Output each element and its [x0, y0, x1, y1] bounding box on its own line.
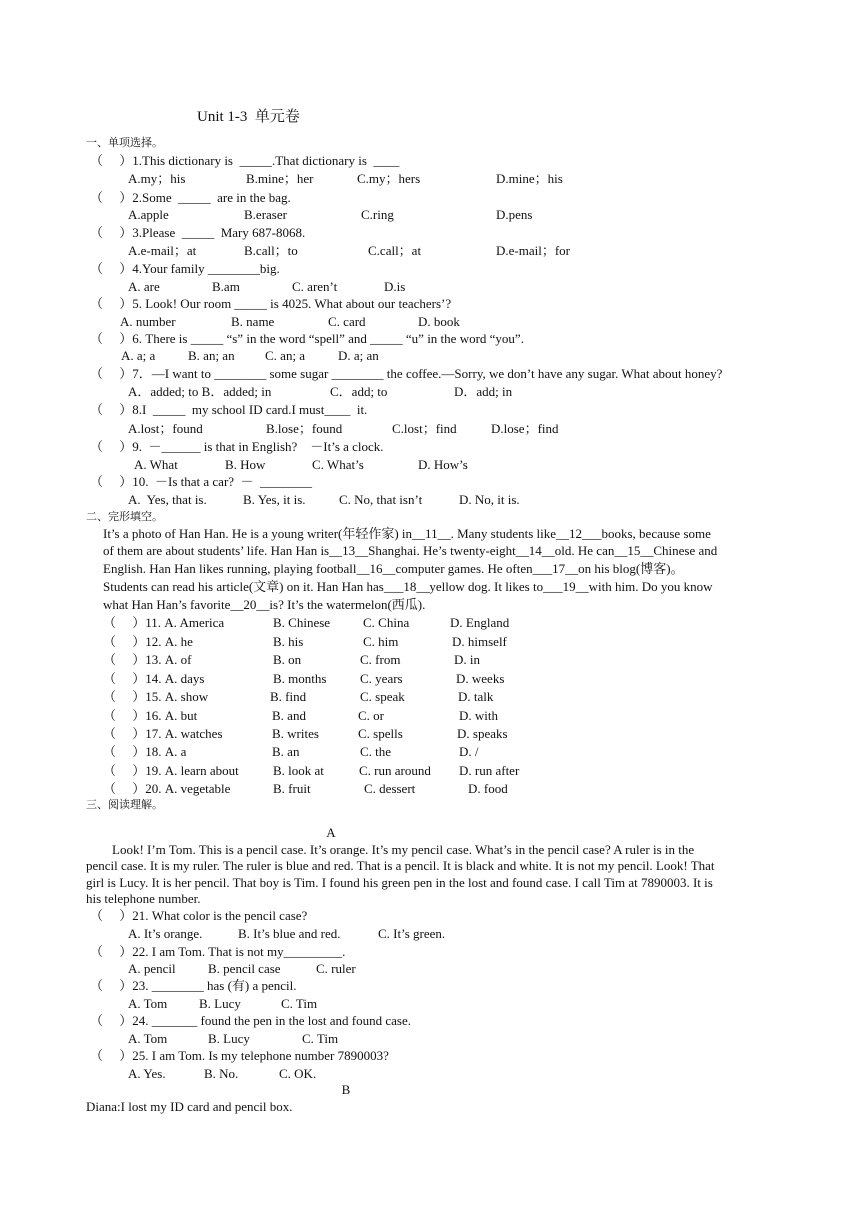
option: D.lose；find: [491, 421, 559, 436]
option: B. Yes, it is.: [243, 492, 306, 507]
option: A. Yes.: [128, 1066, 166, 1081]
option: C. Tim: [281, 996, 318, 1011]
option: B. months: [273, 671, 327, 686]
option: B. Lucy: [208, 1031, 250, 1046]
passage-line: pencil case. It is my ruler. The ruler is blue and red. That is a pencil. It is black and white. It is not my pencil. Look! That: [86, 858, 715, 873]
option: C. speak: [360, 689, 405, 704]
passage-line: girl is Lucy. It is her pencil. That boy is Tim. I found his green pen in the lost and found case. I call Tim at 7890003. It is: [86, 875, 713, 890]
option: A. are: [128, 279, 160, 294]
option: B. It’s blue and red.: [238, 926, 341, 941]
option: D.e-mail；for: [496, 243, 571, 258]
option: A. number: [120, 314, 176, 329]
option: D. /: [459, 744, 479, 759]
option: D. speaks: [457, 726, 508, 741]
option: C.call；at: [368, 243, 422, 258]
option: D. a; an: [338, 348, 379, 363]
question-stem: （ ）22. I am Tom. That is not my_________.: [90, 944, 346, 959]
option: B. an: [272, 744, 300, 759]
option: B. an; an: [188, 348, 235, 363]
option: C.my；hers: [357, 171, 421, 186]
passage-line: English. Han Han likes running, playing football__16__computer games. He often___17__on his blog(博客)。: [103, 561, 684, 576]
cloze-question: （ ）20. A. vegetable: [103, 781, 231, 796]
question-stem: （ ）7．—I want to ________ some sugar ________ the coffee.—Sorry, we don’t have any sugar. What about honey?: [90, 366, 723, 381]
option: C. aren’t: [292, 279, 338, 294]
option: C. him: [363, 634, 399, 649]
option: B.lose；found: [266, 421, 343, 436]
passage-line: what Han Han’s favorite__20__is? It’s the watermelon(西瓜).: [103, 597, 426, 612]
option: B.call；to: [244, 243, 298, 258]
option: D. himself: [452, 634, 507, 649]
option: D. No, it is.: [459, 492, 520, 507]
question-stem: （ ）24. _______ found the pen in the lost and found case.: [90, 1013, 411, 1028]
cloze-question: （ ）17. A. watches: [103, 726, 223, 741]
option: D. book: [418, 314, 460, 329]
page-title: Unit 1-3 单元卷: [197, 109, 300, 125]
cloze-question: （ ）18. A. a: [103, 744, 187, 759]
passage-line: It’s a photo of Han Han. He is a young writer(年轻作家) in__11__. Many students like__12___books, because some: [103, 526, 711, 541]
option: C. No, that isn’t: [339, 492, 423, 507]
option: A. Tom: [128, 1031, 168, 1046]
option: C．add; to: [330, 384, 388, 399]
question-stem: （ ）1.This dictionary is _____.That dictionary is ____: [90, 153, 400, 168]
passage-line: Diana:I lost my ID card and pencil box.: [86, 1099, 293, 1114]
question-stem: （ ）4.Your family ________big.: [90, 261, 280, 276]
option: A. Yes, that is.: [128, 492, 207, 507]
question-stem: （ ）23. ________ has (有) a pencil.: [90, 978, 297, 993]
option: D. weeks: [456, 671, 505, 686]
passage-line: his telephone number.: [86, 891, 201, 906]
option: B. writes: [272, 726, 319, 741]
option: D. talk: [458, 689, 494, 704]
option: B. How: [225, 457, 266, 472]
question-stem: （ ）5. Look! Our room _____ is 4025. What about our teachers’?: [90, 296, 452, 311]
option: B.am: [212, 279, 240, 294]
option: D. in: [454, 652, 480, 667]
option: B. Chinese: [273, 615, 331, 630]
section-heading: 二、完形填空。: [86, 511, 163, 523]
question-stem: （ ）25. I am Tom. Is my telephone number 7890003?: [90, 1048, 389, 1063]
cloze-question: （ ）13. A. of: [103, 652, 192, 667]
option: D. England: [450, 615, 510, 630]
question-stem: （ ）9. －______ is that in English? －It’s a clock.: [90, 439, 384, 454]
option: D.pens: [496, 207, 533, 222]
option: C. card: [328, 314, 366, 329]
option: C.lost；find: [392, 421, 457, 436]
option: D．add; in: [454, 384, 513, 399]
option: A.my；his: [128, 171, 186, 186]
option: A.e-mail；at: [128, 243, 197, 258]
passage-line: Students can read his article(文章) on it. Han Han has___18__yellow dog. It likes to___19__with him. Do you know: [103, 579, 713, 594]
question-stem: （ ）10. －Is that a car? － ________: [90, 474, 313, 489]
option: B. his: [273, 634, 304, 649]
option: B. name: [231, 314, 275, 329]
option: B. find: [270, 689, 307, 704]
cloze-question: （ ）15. A. show: [103, 689, 209, 704]
cloze-question: （ ）11. A. America: [103, 615, 225, 630]
option: C. China: [363, 615, 410, 630]
question-stem: （ ）3.Please _____ Mary 687-8068.: [90, 225, 306, 240]
option: B. Lucy: [199, 996, 241, 1011]
option: A. pencil: [128, 961, 176, 976]
passage-heading: A: [326, 825, 336, 840]
passage-line: of them are about students’ life. Han Han is__13__Shanghai. He’s twenty-eight__14__old. He can__15__Chinese and: [103, 543, 718, 558]
option: C. It’s green.: [378, 926, 446, 941]
option: B. fruit: [273, 781, 311, 796]
option: C. Tim: [302, 1031, 339, 1046]
option: B. and: [272, 708, 306, 723]
option: D. with: [459, 708, 498, 723]
option: C. an; a: [265, 348, 306, 363]
question-stem: （ ）8.I _____ my school ID card.I must____ it.: [90, 402, 368, 417]
option: B. look at: [273, 763, 324, 778]
option: D.mine；his: [496, 171, 563, 186]
option: A. What: [134, 457, 178, 472]
question-stem: （ ）21. What color is the pencil case?: [90, 908, 308, 923]
passage-line: Look! I’m Tom. This is a pencil case. It’s orange. It’s my pencil case. What’s in the pencil case? A ruler is in the: [86, 842, 695, 857]
option: D. food: [468, 781, 508, 796]
option: C. OK.: [279, 1066, 317, 1081]
option: D.is: [384, 279, 406, 294]
option: C. the: [360, 744, 392, 759]
option: C. from: [360, 652, 401, 667]
question-stem: （ ）2.Some _____ are in the bag.: [90, 190, 291, 205]
option: B.mine；her: [246, 171, 314, 186]
option: A. It’s orange.: [128, 926, 203, 941]
option: B. pencil case: [208, 961, 281, 976]
option: A. a; a: [121, 348, 156, 363]
option: C. spells: [358, 726, 403, 741]
option: C. years: [360, 671, 403, 686]
option: B.eraser: [244, 207, 287, 222]
option: A.apple: [128, 207, 169, 222]
passage-heading: B: [341, 1082, 351, 1097]
question-stem: （ ）6. There is _____ “s” in the word “spell” and _____ “u” in the word “you”.: [90, 331, 524, 346]
option: B. on: [273, 652, 302, 667]
option: C. dessert: [364, 781, 416, 796]
option: B. No.: [204, 1066, 239, 1081]
option: C. run around: [359, 763, 431, 778]
cloze-question: （ ）19. A. learn about: [103, 763, 239, 778]
option: A．added; to B．added; in: [128, 384, 272, 399]
section-heading: 一、单项选择。: [86, 137, 163, 149]
cloze-question: （ ）16. A. but: [103, 708, 198, 723]
section-heading: 三、阅读理解。: [86, 799, 163, 811]
option: A. Tom: [128, 996, 168, 1011]
cloze-question: （ ）12. A. he: [103, 634, 193, 649]
option: C. ruler: [316, 961, 356, 976]
option: A.lost；found: [128, 421, 203, 436]
option: D. How’s: [418, 457, 468, 472]
option: C. or: [358, 708, 384, 723]
cloze-question: （ ）14. A. days: [103, 671, 205, 686]
option: D. run after: [459, 763, 520, 778]
option: C. What’s: [312, 457, 364, 472]
option: C.ring: [361, 207, 394, 222]
